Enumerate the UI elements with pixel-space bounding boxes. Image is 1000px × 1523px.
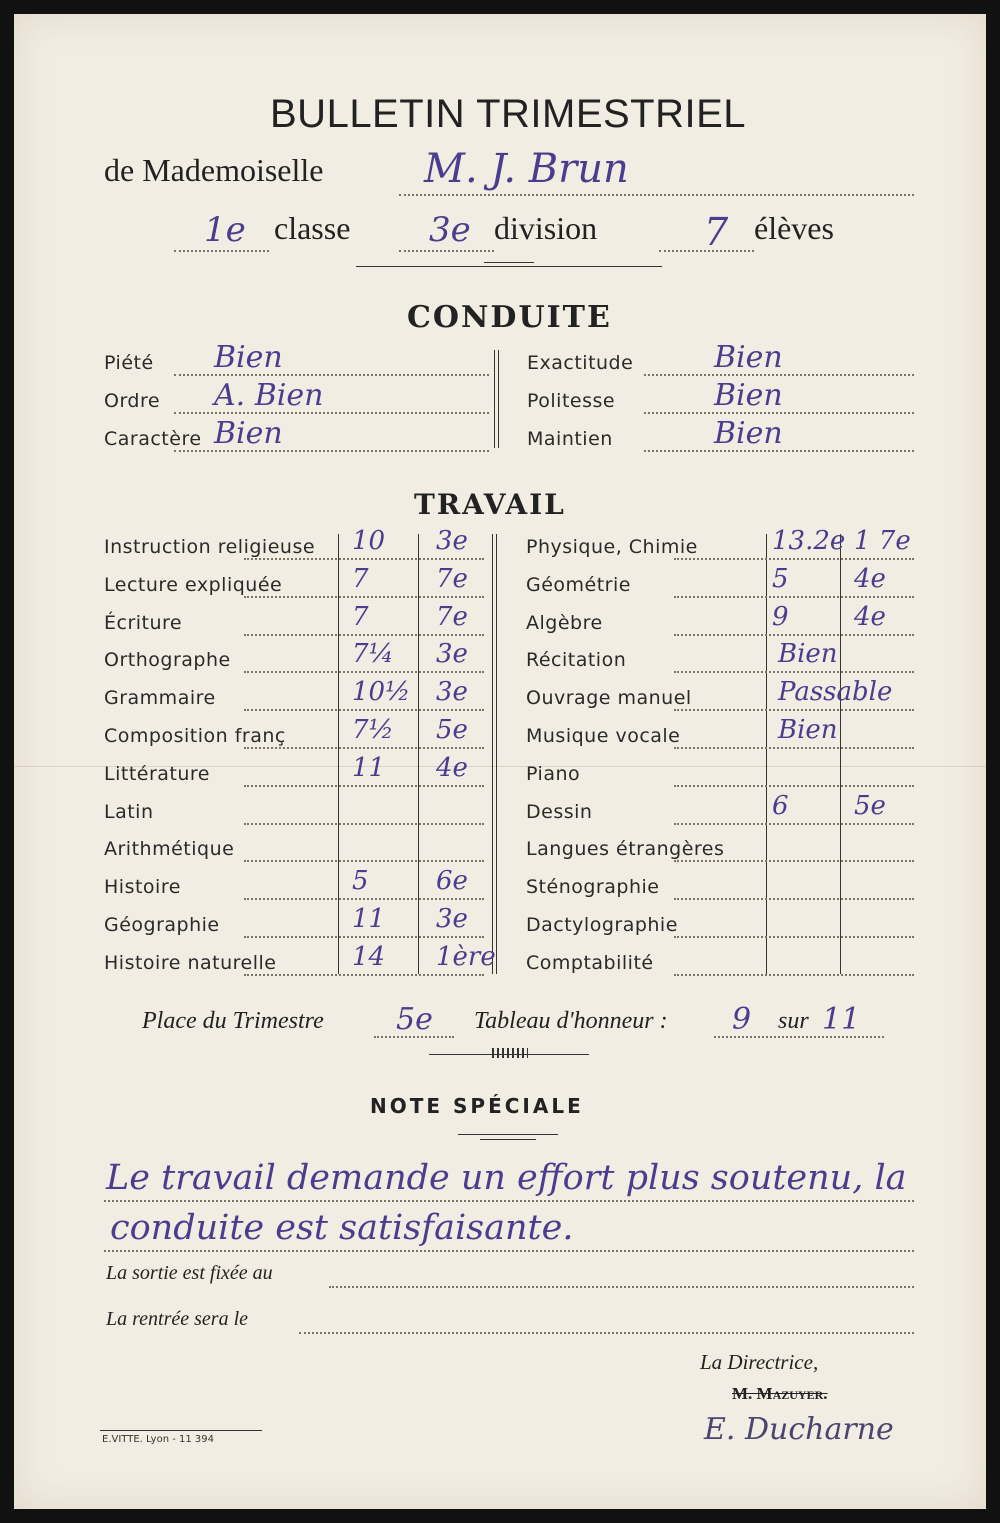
subject-label: Composition franç [104, 725, 286, 747]
place-value: 5e [396, 1002, 433, 1037]
subject-dotline [244, 596, 484, 598]
subject-note: Bien [778, 639, 838, 669]
subject-label: Récitation [526, 649, 627, 671]
subject-dotline [674, 709, 914, 711]
tableau-label: Tableau d'honneur : [474, 1008, 668, 1034]
conduite-value: A. Bien [214, 378, 324, 413]
student-name: M. J. Brun [424, 146, 629, 192]
subject-note: 6 [772, 791, 789, 821]
conduite-value: Bien [214, 340, 283, 375]
subject-label: Langues étrangères [526, 838, 725, 860]
subject-note: 10 [352, 526, 386, 556]
subject-label: Piano [526, 763, 581, 785]
subject-rang: 3e [436, 677, 468, 707]
subject-note: 7 [352, 564, 369, 594]
conduite-value: Bien [714, 340, 783, 375]
subject-note: Bien [778, 715, 838, 745]
subject-label: Comptabilité [526, 952, 654, 974]
subject-dotline [244, 785, 484, 787]
subject-dotline [244, 558, 484, 560]
division-value: 3e [429, 210, 471, 250]
subject-label: Orthographe [104, 649, 231, 671]
name-label: de Mademoiselle [104, 152, 324, 188]
subject-note: 5 [352, 866, 369, 896]
note-speciale-line1: Le travail demande un effort plus soutenu, la [106, 1158, 907, 1198]
director-signature: E. Ducharne [704, 1412, 894, 1447]
subject-note: 10½ [352, 677, 411, 707]
subject-dotline [674, 634, 914, 636]
subject-dotline [244, 634, 484, 636]
conduite-label: Politesse [527, 390, 616, 412]
subject-label: Latin [104, 801, 154, 823]
subject-dotline [674, 823, 914, 825]
subject-label: Écriture [104, 612, 183, 634]
subject-note: 11 [352, 904, 386, 934]
place-label: Place du Trimestre [142, 1008, 324, 1034]
subject-rang: 3e [436, 526, 468, 556]
subject-dotline [674, 747, 914, 749]
subject-dotline [674, 898, 914, 900]
subject-dotline [244, 823, 484, 825]
subject-note: 7 [352, 602, 369, 632]
subject-dotline [244, 974, 484, 976]
page-title: BULLETIN TRIMESTRIEL [270, 92, 747, 136]
subject-dotline [674, 596, 914, 598]
subject-rang: 7e [436, 602, 468, 632]
subject-dotline [244, 747, 484, 749]
subject-label: Ouvrage manuel [526, 687, 692, 709]
conduite-value: Bien [714, 378, 783, 413]
conduite-label: Ordre [104, 390, 161, 412]
subject-label: Histoire naturelle [104, 952, 277, 974]
eleves-value: 7 [704, 210, 729, 254]
subject-dotline [674, 974, 914, 976]
printed-director-name: M. Mazuyer. [732, 1384, 828, 1403]
subject-note: 7½ [352, 715, 394, 745]
sur-value: 11 [822, 1002, 861, 1037]
subject-rang: 1ère [436, 942, 496, 972]
report-card-sheet [14, 14, 986, 1509]
subject-dotline [674, 936, 914, 938]
subject-dotline [674, 671, 914, 673]
subject-note: 7¼ [352, 639, 394, 669]
subject-rang: 3e [436, 904, 468, 934]
conduite-label: Maintien [527, 428, 613, 450]
subject-rang: 4e [436, 753, 468, 783]
subject-label: Algèbre [526, 612, 603, 634]
subject-label: Histoire [104, 876, 181, 898]
subject-label: Dessin [526, 801, 593, 823]
subject-label: Géographie [104, 914, 220, 936]
eleves-label: élèves [754, 210, 834, 246]
subject-rang: 4e [854, 602, 886, 632]
conduite-label: Exactitude [527, 352, 634, 374]
subject-label: Grammaire [104, 687, 216, 709]
subject-label: Littérature [104, 763, 210, 785]
subject-label: Arithmétique [104, 838, 235, 860]
subject-rang: 5e [854, 791, 886, 821]
conduite-heading: CONDUITE [407, 300, 612, 335]
tableau-value: 9 [732, 1002, 752, 1037]
subject-dotline [244, 860, 484, 862]
subject-note: 9 [772, 602, 789, 632]
subject-label: Physique, Chimie [526, 536, 698, 558]
subject-note: Passable [778, 677, 893, 707]
conduite-label: Caractère [104, 428, 202, 450]
subject-note: 11 [352, 753, 386, 783]
subject-rang: 1 7e [854, 526, 911, 556]
subject-label: Dactylographie [526, 914, 678, 936]
conduite-label: Piété [104, 352, 154, 374]
subject-label: Lecture expliquée [104, 574, 283, 596]
subject-rang: 5e [436, 715, 468, 745]
directrice-role: La Directrice, [700, 1350, 819, 1374]
subject-label: Sténographie [526, 876, 660, 898]
sortie-label: La sortie est fixée au [106, 1262, 273, 1284]
classe-value: 1e [204, 210, 246, 250]
subject-rang: 7e [436, 564, 468, 594]
subject-rang: 4e [854, 564, 886, 594]
subject-dotline [244, 898, 484, 900]
conduite-value: Bien [214, 416, 283, 451]
subject-dotline [674, 785, 914, 787]
subject-note: 5 [772, 564, 789, 594]
subject-rang: 3e [436, 639, 468, 669]
subject-label: Géométrie [526, 574, 631, 596]
printer-mark: E.VITTE. Lyon - 11 394 [102, 1434, 214, 1445]
subject-dotline [674, 860, 914, 862]
subject-dotline [244, 709, 484, 711]
travail-heading: TRAVAIL [414, 488, 566, 521]
classe-label: classe [274, 210, 351, 246]
header-divider [356, 266, 662, 267]
note-speciale-line2: conduite est satisfaisante. [110, 1208, 574, 1248]
subject-dotline [674, 558, 914, 560]
rentree-label: La rentrée sera le [106, 1308, 249, 1330]
conduite-value: Bien [714, 416, 783, 451]
subject-dotline [244, 671, 484, 673]
note-speciale-heading: NOTE SPÉCIALE [370, 1094, 584, 1118]
subject-note: 13.2e [772, 526, 846, 556]
subject-label: Instruction religieuse [104, 536, 316, 558]
division-label: division [494, 210, 598, 246]
subject-dotline [244, 936, 484, 938]
subject-rang: 6e [436, 866, 468, 896]
subject-label: Musique vocale [526, 725, 681, 747]
subject-note: 14 [352, 942, 386, 972]
sur-label: sur [778, 1008, 809, 1034]
